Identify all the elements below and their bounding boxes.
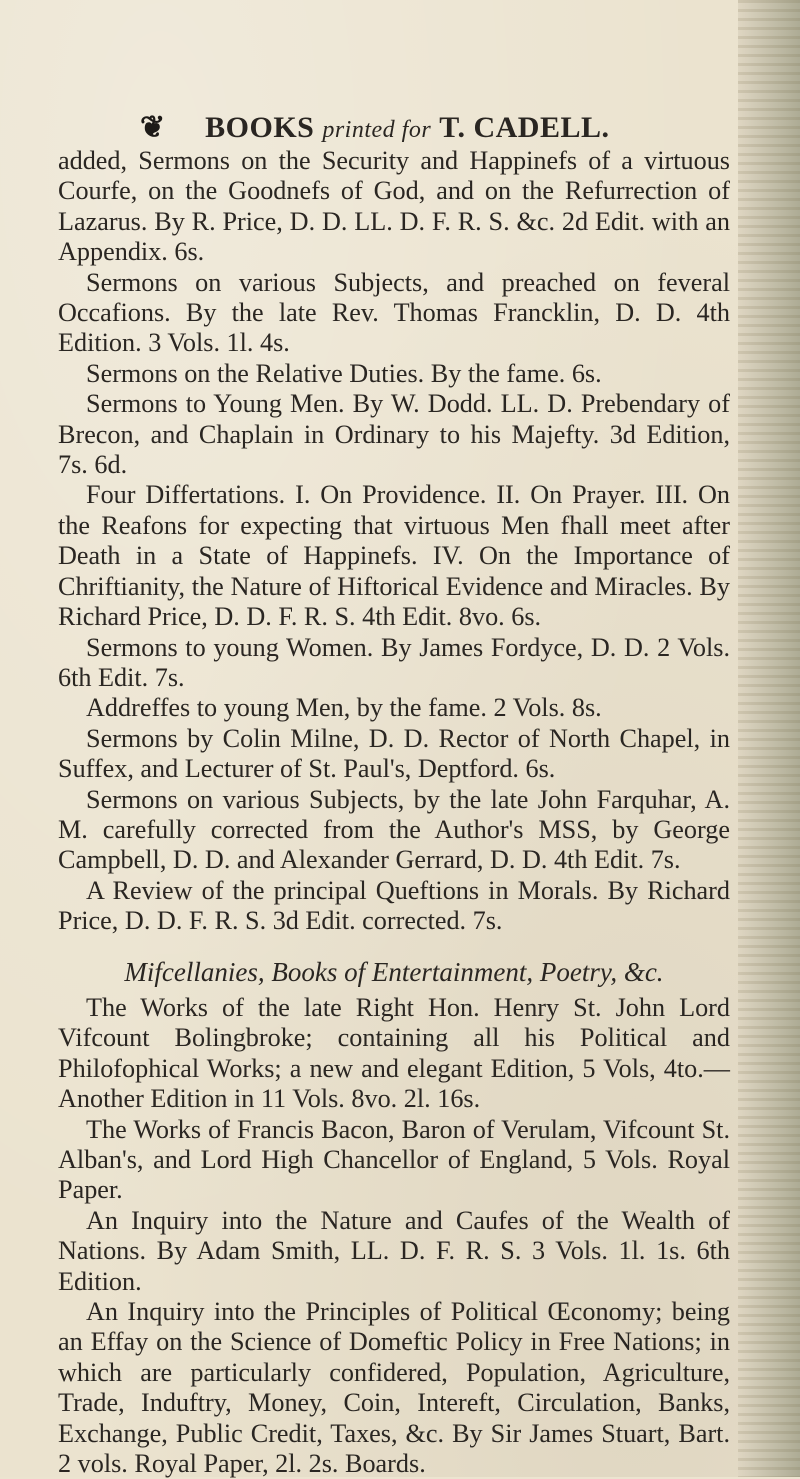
header-publisher: T. CADELL. [439, 111, 610, 144]
running-title [205, 111, 609, 145]
entry-paragraph: added, Sermons on the Security and Happinefs of a virtuous Courfe, on the Goodnefs of God, and on the Refurrection of Lazarus. By R. Price, D. D. LL. D. F. R. S. &c. 2d Edit. with an Appendix. 6s. [58, 146, 730, 267]
entry-paragraph: A Review of the principal Queftions in Morals. By Richard Price, D. D. F. R. S. 3d Edit. corrected. 7s. [58, 875, 730, 936]
entry-paragraph: The Works of the late Right Hon. Henry St. John Lord Vifcount Bolingbroke; containing all his Political and Philofophical Works; a new and elegant Edition, 5 Vols, 4to.—Another Edition in 11 Vols. 8vo. 2l. 16s. [58, 992, 730, 1114]
entry-paragraph: Four Differtations. I. On Providence. II. On Prayer. III. On the Reafons for expecting that virtuous Men fhall meet after Death in a State of Happinefs. IV. On the Importance of Chriftianity, the Nature of Hiftorical Evidence and Miracles. By Richard Price, D. D. F. R. S. 4th Edit. 8vo. 6s. [58, 480, 730, 632]
entry-paragraph: Sermons by Colin Milne, D. D. Rector of North Chapel, in Suffex, and Lecturer of St. Paul's, Deptford. 6s. [58, 723, 730, 784]
entry-paragraph: An Inquiry into the Principles of Political Œconomy; being an Effay on the Science of Domeftic Policy in Free Nations; in which are particularly confidered, Population, Agriculture, Trade, Induftry, Money, Coin, Intereft, Circulation, Banks, Exchange, Public Credit, Taxes, &c. By Sir James Stuart, Bart. 2 vols. Royal Paper, 2l. 2s. Boards. [58, 1297, 730, 1479]
page-edge-shadow [738, 0, 800, 1477]
section-heading: Mifcellanies, Books of Entertainment, Poetry, &c. [124, 956, 664, 987]
entry-paragraph: Sermons to Young Men. By W. Dodd. LL. D. Prebendary of Brecon, and Chaplain in Ordinary to his Majefty. 3d Edition, 7s. 6d. [58, 389, 730, 480]
entry-paragraph: An Inquiry into the Nature and Caufes of the Wealth of Nations. By Adam Smith, LL. D. F. R. S. 3 Vols. 1l. 1s. 6th Edition. [58, 1205, 730, 1296]
body-text [58, 146, 730, 1479]
entry-paragraph: Sermons on the Relative Duties. By the fame. 6s. [86, 358, 602, 388]
entry-paragraph: Addreffes to young Men, by the fame. 2 Vols. 8s. [86, 693, 602, 723]
header-printed-for: printed for [322, 117, 432, 143]
entry-paragraph: The Works of Francis Bacon, Baron of Verulam, Vifcount St. Alban's, and Lord High Chancellor of England, 5 Vols. Royal Paper. [58, 1114, 730, 1205]
entry-paragraph: Sermons to young Women. By James Fordyce, D. D. 2 Vols. 6th Edit. 7s. [58, 632, 730, 692]
header-title: BOOKS [205, 111, 315, 144]
ornament-icon: ❦ [140, 111, 166, 144]
entry-paragraph: Sermons on various Subjects, and preached on feveral Occafions. By the late Rev. Thomas Francklin, D. D. 4th Edition. 3 Vols. 1l. 4s. [58, 267, 730, 358]
page-header [140, 110, 700, 145]
entry-paragraph: Sermons on various Subjects, by the late John Farquhar, A. M. carefully corrected from the Author's MSS, by George Campbell, D. D. and Alexander Gerrard, D. D. 4th Edit. 7s. [58, 784, 730, 875]
